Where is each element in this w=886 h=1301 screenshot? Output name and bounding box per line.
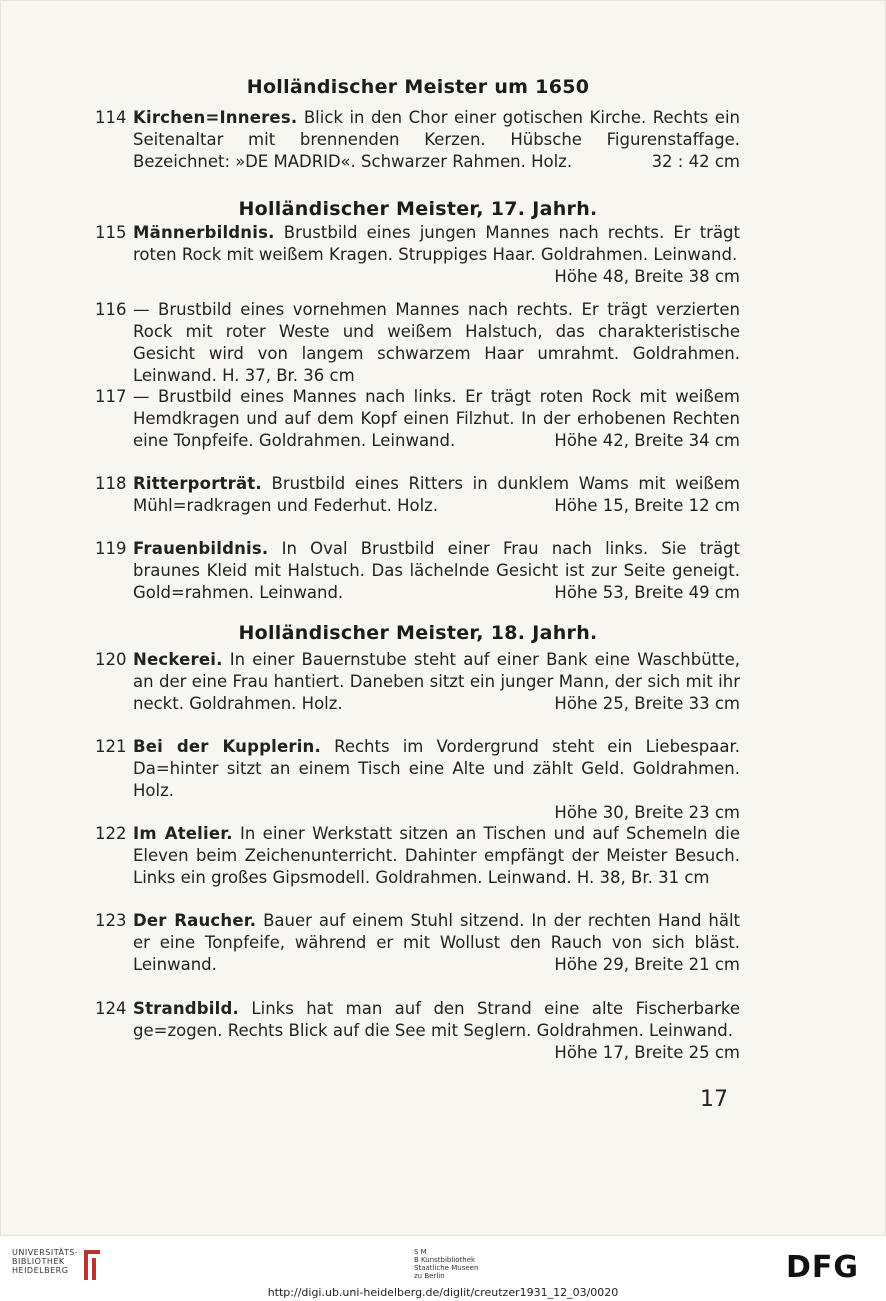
- entry-title: Strandbild.: [133, 999, 240, 1018]
- page-number: 17: [700, 1087, 728, 1112]
- entry-text-block: [133, 538, 740, 604]
- entry-description: In einer Bauernstube steht auf einer Bank eine Waschbütte, an der eine Frau hantiert. Daneben sitzt ein junger Mann, der sich mit ihr neckt. Goldrahmen. Holz.: [133, 650, 740, 713]
- uni-logo-line: UNIVERSITÄTS-: [12, 1248, 79, 1257]
- entry-title: Ritterporträt.: [133, 474, 262, 493]
- entry-title: Bei der Kupplerin.: [133, 737, 321, 756]
- credit-block: [414, 1248, 478, 1280]
- entry-description: Links hat man auf den Strand eine alte Fischerbarke ge=zogen. Rechts Blick auf die See mit Seglern. Goldrahmen. Leinwand.: [133, 999, 740, 1040]
- entry-description: — Brustbild eines Mannes nach links. Er trägt roten Rock mit weißem Hemdkragen und auf dem Kopf einen Filzhut. In der erhobenen Rechten eine Tonpfeife. Goldrahmen. Leinwand.: [133, 387, 740, 450]
- entry-text-block: [133, 386, 740, 452]
- catalog-entry: [95, 998, 740, 1064]
- entry-dimensions: Höhe 15, Breite 12 cm: [554, 496, 740, 515]
- entry-dimensions: Höhe 42, Breite 34 cm: [554, 431, 740, 450]
- entry-title: Männerbildnis.: [133, 223, 275, 242]
- entry-dimensions: Höhe 29, Breite 21 cm: [554, 955, 740, 974]
- section-heading: Holländischer Meister, 18. Jahrh.: [238, 622, 598, 644]
- entry-number: 119: [95, 539, 127, 558]
- section-heading: Holländischer Meister um 1650: [246, 76, 590, 98]
- entry-text-block: [133, 736, 740, 824]
- section-heading: Holländischer Meister, 17. Jahrh.: [238, 198, 598, 220]
- entry-text-block: [133, 823, 740, 889]
- entry-title: Im Atelier.: [133, 824, 233, 843]
- entry-number: 118: [95, 474, 127, 493]
- entry-text-block: [133, 473, 740, 517]
- entry-text-block: [133, 998, 740, 1064]
- catalog-entry: [95, 222, 740, 288]
- entry-dimensions: Höhe 30, Breite 23 cm: [554, 803, 740, 822]
- entry-number: 115: [95, 223, 127, 242]
- entry-number: 121: [95, 737, 127, 756]
- uni-logo-line: BIBLIOTHEK: [12, 1257, 65, 1266]
- university-emblem-icon: [82, 1248, 104, 1282]
- catalog-entry: [95, 649, 740, 715]
- entry-dimensions: 32 : 42 cm: [651, 152, 740, 171]
- catalog-entry: [95, 823, 740, 889]
- credit-line: B Kunstbibliothek: [414, 1256, 476, 1264]
- entry-text-block: [133, 107, 740, 173]
- entry-title: Neckerei.: [133, 650, 223, 669]
- catalog-entry: [95, 386, 740, 452]
- source-url-link[interactable]: http://digi.ub.uni-heidelberg.de/diglit/creutzer1931_12_03/0020: [267, 1286, 619, 1299]
- entry-description: Bauer auf einem Stuhl sitzend. In der rechten Hand hält er eine Tonpfeife, während er mit Wollust den Rauch von sich bläst. Leinwand.: [133, 911, 740, 974]
- entry-number: 124: [95, 999, 127, 1018]
- dfg-logo[interactable]: DFG: [786, 1250, 860, 1285]
- university-library-logo[interactable]: [12, 1248, 78, 1275]
- entry-dimensions: Höhe 53, Breite 49 cm: [554, 583, 740, 602]
- entry-description: Brustbild eines jungen Mannes nach rechts. Er trägt roten Rock mit weißem Kragen. Struppiges Haar. Goldrahmen. Leinwand.: [133, 223, 740, 264]
- entry-number: 120: [95, 650, 127, 669]
- entry-number: 117: [95, 387, 127, 406]
- entry-number: 114: [95, 108, 127, 127]
- entry-title: Der Raucher.: [133, 911, 257, 930]
- uni-logo-line: HEIDELBERG: [12, 1266, 69, 1275]
- entry-text-block: [133, 649, 740, 715]
- catalog-entry: [95, 473, 740, 517]
- credit-line: zu Berlin: [414, 1272, 445, 1280]
- catalog-entry: [95, 910, 740, 976]
- entry-description: In einer Werkstatt sitzen an Tischen und auf Schemeln die Eleven beim Zeichenunterricht. Dahinter empfängt der Meister Besuch. Links ein großes Gipsmodell. Goldrahmen. Leinwand. H. 38, Br. 31 cm: [133, 824, 740, 887]
- catalog-entry: [95, 736, 740, 824]
- entry-description: — Brustbild eines vornehmen Mannes nach rechts. Er trägt verzierten Rock mit roter Weste und weißem Halstuch, das charakteristische Gesicht wird von langem schwarzem Haar umrahmt. Goldrahmen. Leinwand. H. 37, Br. 36 cm: [133, 300, 740, 385]
- entry-number: 122: [95, 824, 127, 843]
- entry-number: 123: [95, 911, 127, 930]
- entry-description: In Oval Brustbild einer Frau nach links. Sie trägt braunes Kleid mit Halstuch. Das lächelnde Gesicht ist zur Seite geneigt. Gold=rahmen. Leinwand.: [133, 539, 740, 602]
- entry-text-block: [133, 222, 740, 288]
- entry-title: Kirchen=Inneres.: [133, 108, 298, 127]
- catalog-entry: [95, 299, 740, 387]
- entry-dimensions: Höhe 48, Breite 38 cm: [554, 267, 740, 286]
- catalog-entry: [95, 538, 740, 604]
- entry-description: Brustbild eines Ritters in dunklem Wams mit weißem Mühl=radkragen und Federhut. Holz.: [133, 474, 740, 515]
- credit-line: Staatliche Museen: [414, 1264, 479, 1272]
- entry-dimensions: Höhe 17, Breite 25 cm: [554, 1043, 740, 1062]
- catalog-entry: [95, 107, 740, 173]
- entry-description: Blick in den Chor einer gotischen Kirche. Rechts ein Seitenaltar mit brennenden Kerzen. Hübsche Figurenstaffage. Bezeichnet: »DE MADRID«. Schwarzer Rahmen. Holz.: [133, 108, 740, 171]
- credit-line: S M: [414, 1248, 427, 1256]
- entry-dimensions: Höhe 25, Breite 33 cm: [554, 694, 740, 713]
- entry-text-block: [133, 299, 740, 387]
- entry-description: Rechts im Vordergrund steht ein Liebespaar. Da=hinter sitzt an einem Tisch eine Alte und zählt Geld. Goldrahmen. Holz.: [133, 737, 741, 800]
- entry-number: 116: [95, 300, 127, 319]
- entry-title: Frauenbildnis.: [133, 539, 269, 558]
- footer-bar: [0, 1236, 886, 1301]
- entry-text-block: [133, 910, 740, 976]
